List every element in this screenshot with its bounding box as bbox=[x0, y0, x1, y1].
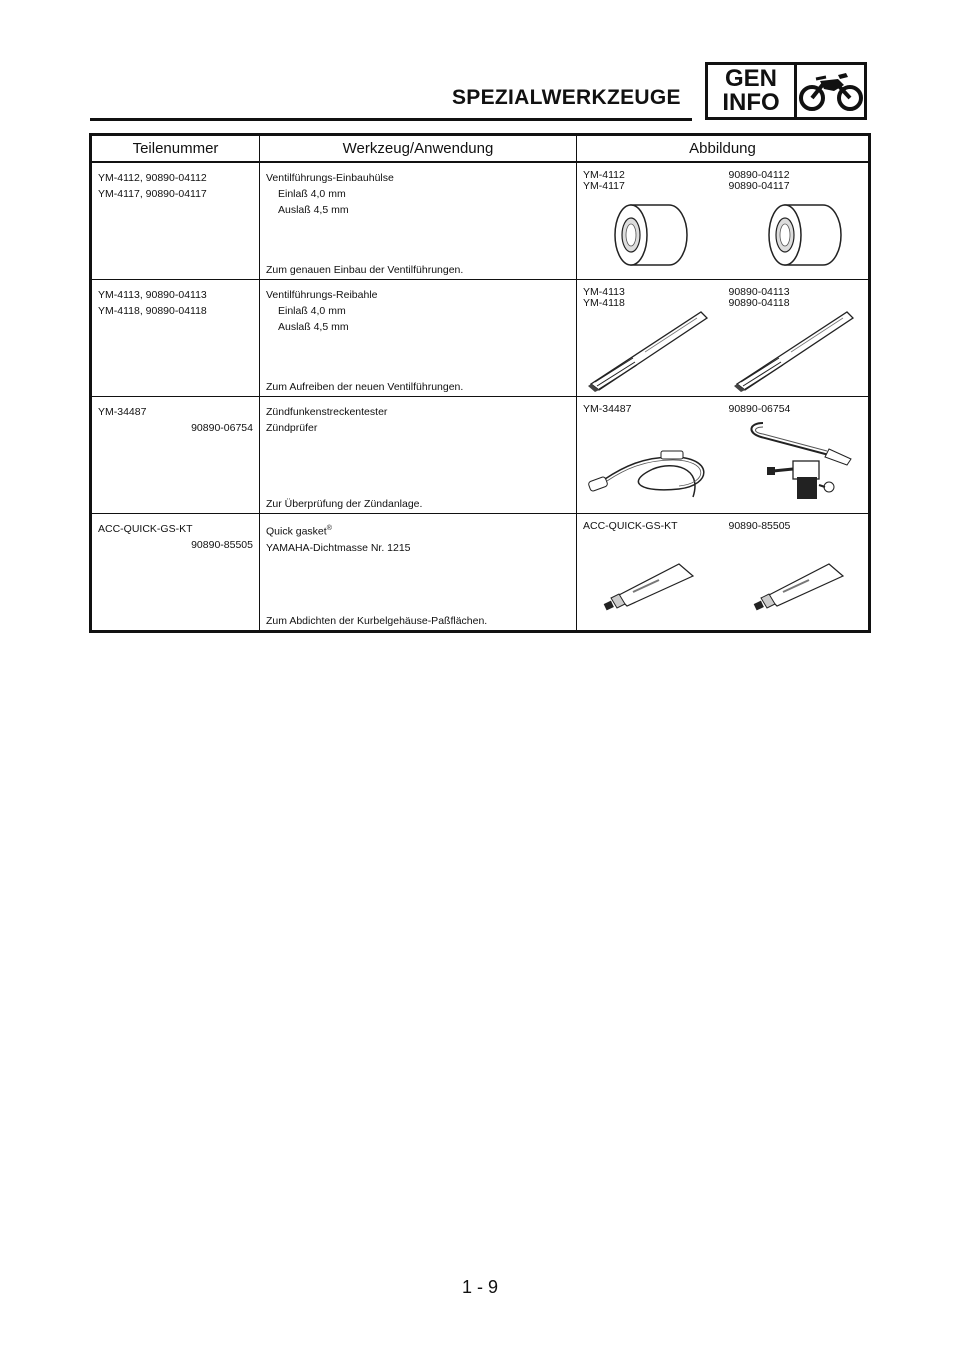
part-number: YM-4118, 90890-04118 bbox=[98, 305, 207, 317]
tool-usage: Zum Abdichten der Kurbelgehäuse-Paßflächen. bbox=[266, 615, 488, 627]
table-row bbox=[91, 162, 870, 280]
badge-line-info: INFO bbox=[722, 89, 780, 116]
part-number: YM-4113, 90890-04113 bbox=[98, 289, 207, 301]
sleeve-illustration bbox=[611, 197, 691, 273]
tool-name: Ventilführungs-Reibahle bbox=[266, 289, 378, 301]
part-number: YM-4117, 90890-04117 bbox=[98, 188, 207, 200]
header-tool-usage: Werkzeug/Anwendung bbox=[260, 135, 577, 163]
table-row bbox=[91, 397, 870, 514]
table-header-row bbox=[91, 135, 870, 163]
tool-detail: Auslaß 4,5 mm bbox=[278, 321, 349, 333]
illustration-label: 90890-04112 90890-04117 bbox=[728, 169, 790, 192]
sleeve-illustration bbox=[765, 197, 845, 273]
tool-usage: Zur Überprüfung der Zündanlage. bbox=[266, 498, 423, 510]
table-row bbox=[91, 514, 870, 632]
tool-detail: Zündprüfer bbox=[266, 422, 318, 434]
header-part-number: Teilenummer bbox=[91, 135, 260, 163]
part-number: ACC-QUICK-GS-KT bbox=[98, 523, 193, 535]
part-number: YM-34487 bbox=[98, 406, 147, 418]
part-number: YM-4112, 90890-04112 bbox=[98, 172, 207, 184]
tool-name: Quick gasket® bbox=[266, 525, 332, 538]
sealant-tube-illustration bbox=[753, 556, 853, 616]
tool-detail: Einlaß 4,0 mm bbox=[278, 188, 346, 200]
tool-usage: Zum Aufreiben der neuen Ventilführungen. bbox=[266, 381, 464, 393]
illustration-label: YM-34487 bbox=[583, 403, 632, 415]
page-number: 1 - 9 bbox=[462, 1277, 499, 1297]
reamer-illustration bbox=[585, 304, 717, 392]
tool-name: Ventilführungs-Einbauhülse bbox=[266, 172, 394, 184]
special-tools-table bbox=[89, 133, 871, 633]
illustration-label: ACC-QUICK-GS-KT bbox=[583, 520, 678, 532]
tool-detail: Einlaß 4,0 mm bbox=[278, 305, 346, 317]
section-badge bbox=[705, 62, 867, 120]
spark-tester-illustration bbox=[733, 419, 865, 507]
illustration-label: 90890-06754 bbox=[728, 403, 791, 415]
illustration-label: 90890-04113 90890-04118 bbox=[728, 286, 790, 309]
badge-line-gen: GEN bbox=[724, 65, 777, 92]
table-row bbox=[91, 280, 870, 397]
badge-text bbox=[708, 65, 797, 117]
illustration-label: YM-4113 YM-4118 bbox=[583, 286, 625, 309]
illustration-label: YM-4112 YM-4117 bbox=[583, 169, 625, 192]
tool-detail: Auslaß 4,5 mm bbox=[278, 204, 349, 216]
header-illustration: Abbildung bbox=[577, 135, 870, 163]
title-rule bbox=[90, 118, 692, 121]
illustration-label: 90890-85505 bbox=[728, 520, 791, 532]
spark-gap-tester-illustration bbox=[583, 427, 719, 507]
part-number: 90890-85505 bbox=[191, 539, 253, 551]
motorcycle-icon bbox=[797, 65, 864, 117]
tool-name: Zündfunkenstreckentester bbox=[266, 406, 388, 418]
tool-usage: Zum genauen Einbau der Ventilführungen. bbox=[266, 264, 464, 276]
reamer-illustration bbox=[731, 304, 863, 392]
sealant-tube-illustration bbox=[603, 556, 703, 616]
page-title: SPEZIALWERKZEUGE bbox=[452, 86, 681, 109]
part-number: 90890-06754 bbox=[191, 422, 253, 434]
tool-detail: YAMAHA-Dichtmasse Nr. 1215 bbox=[266, 541, 411, 554]
